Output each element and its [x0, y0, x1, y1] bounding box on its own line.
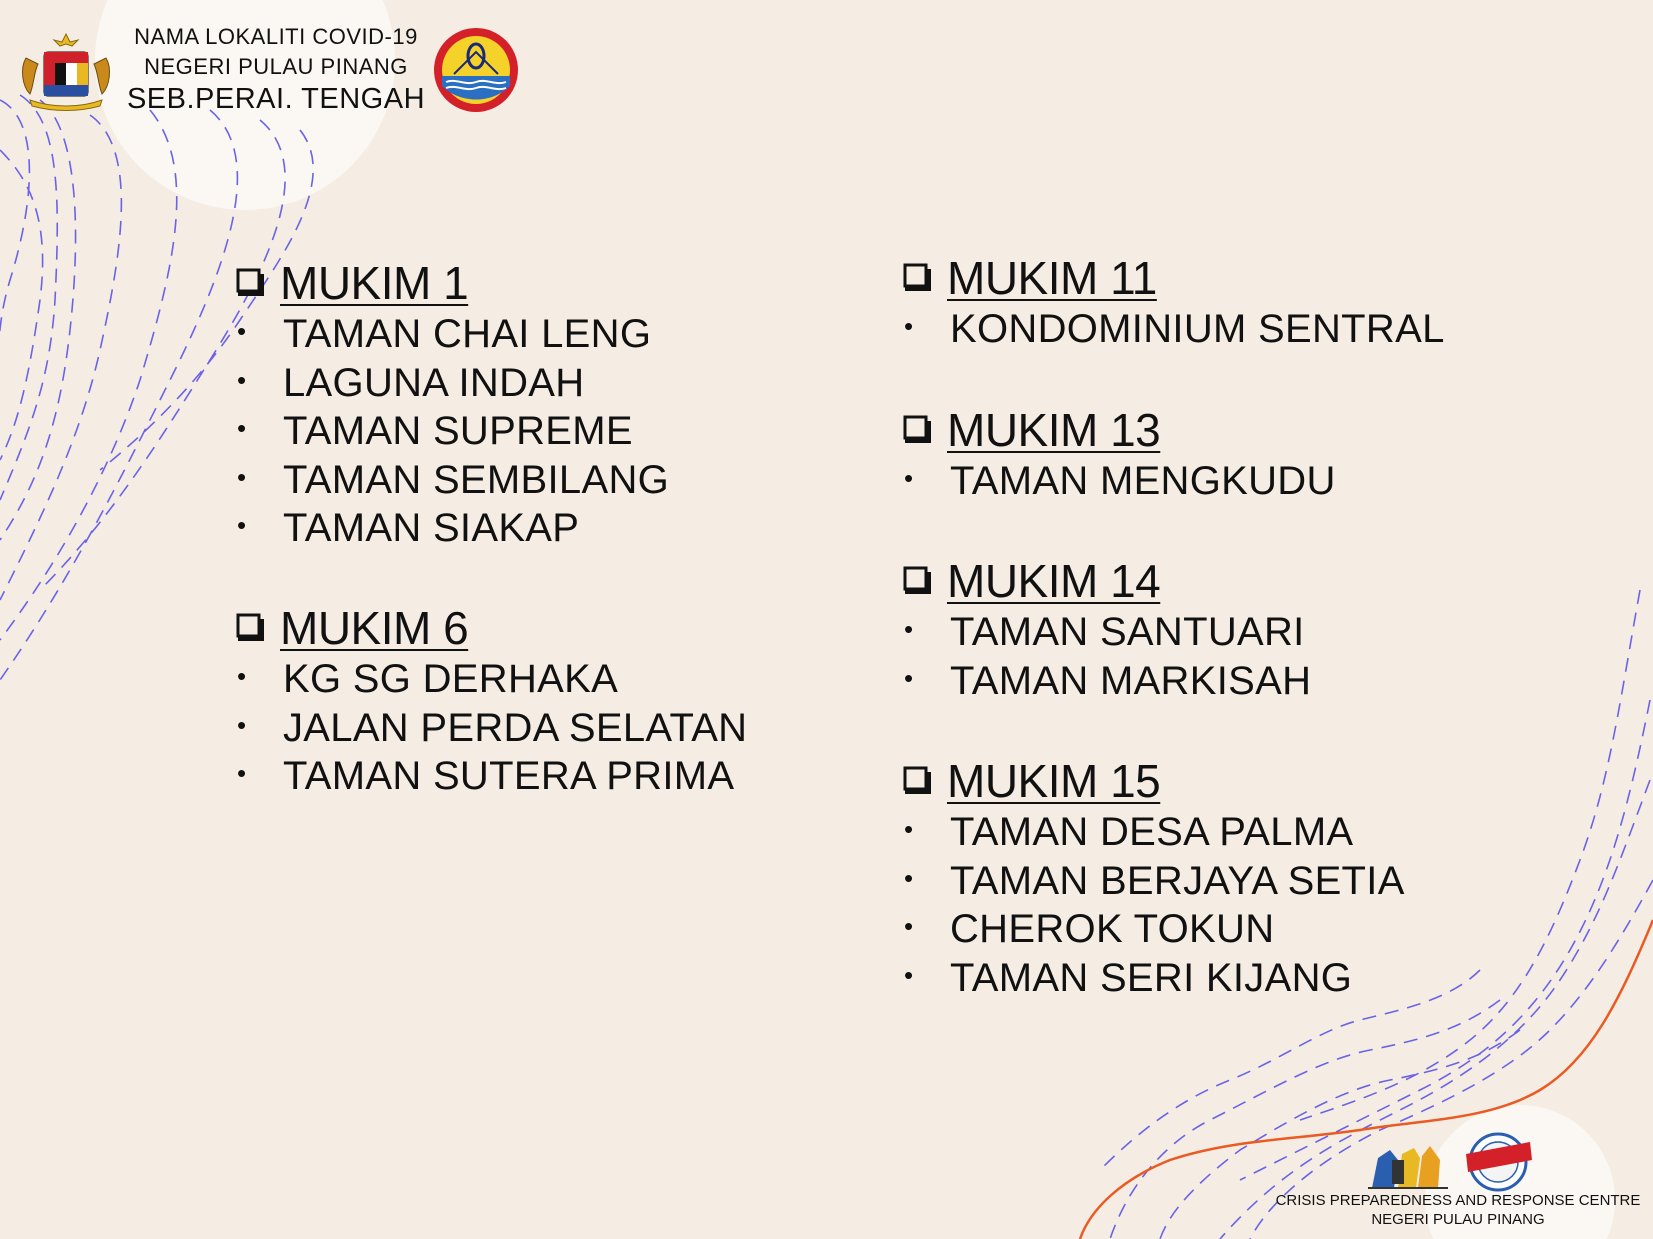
locality-item: • CHEROK TOKUN [904, 907, 1275, 951]
header-line-1: NAMA LOKALITI COVID-19 [134, 24, 418, 49]
mukim-title-text: MUKIM 14 [947, 555, 1161, 607]
footer-organization [1260, 1191, 1653, 1229]
mukim-title-text: MUKIM 13 [947, 404, 1161, 456]
mukim-title [901, 403, 1336, 457]
checkbox-icon [236, 268, 266, 298]
mukim-group-1 [234, 256, 669, 553]
locality-item: • JALAN PERDA SELATAN [237, 705, 748, 750]
footer-line-2: NEGERI PULAU PINANG [1371, 1211, 1545, 1228]
footer-line-1: CRISIS PREPAREDNESS AND RESPONSE CENTRE [1275, 1192, 1641, 1209]
checkbox-icon [903, 415, 933, 445]
locality-list [901, 457, 1336, 506]
header-line-3: SEB.PERAI. TENGAH [126, 83, 426, 115]
locality-list [901, 305, 1445, 354]
mukim-group-15 [901, 754, 1405, 1002]
header-title-block [118, 22, 434, 116]
locality-list [901, 608, 1311, 705]
locality-item: • TAMAN SUTERA PRIMA [237, 754, 735, 798]
locality-item: • TAMAN MENGKUDU [904, 459, 1336, 503]
mukim-title-text: MUKIM 1 [280, 257, 469, 309]
mukim-title [234, 601, 747, 655]
locality-item: • TAMAN SERI KIJANG [904, 955, 1353, 1000]
mukim-title-text: MUKIM 15 [947, 755, 1161, 807]
locality-item: • TAMAN MARKISAH [904, 658, 1312, 703]
majlis-bandaraya-seberang-perai-seal-icon [432, 26, 520, 114]
mukim-group-13 [901, 403, 1336, 506]
mukim-title [901, 251, 1445, 305]
mukim-title [901, 754, 1405, 808]
locality-item: • TAMAN SANTUARI [904, 610, 1305, 654]
locality-item: • KG SG DERHAKA [237, 657, 619, 701]
checkbox-icon [236, 613, 266, 643]
locality-item: • TAMAN SEMBILANG [237, 457, 670, 502]
cprc-logo-icon [1368, 1130, 1536, 1192]
locality-item: • TAMAN DESA PALMA [904, 810, 1354, 854]
mukim-group-11 [901, 251, 1445, 354]
locality-item: • TAMAN CHAI LENG [237, 312, 652, 356]
locality-list [234, 310, 669, 553]
malaysia-coat-of-arms-icon [12, 28, 120, 114]
checkbox-icon [903, 566, 933, 596]
checkbox-icon [903, 263, 933, 293]
mukim-title [901, 554, 1311, 608]
mukim-group-6 [234, 601, 747, 801]
checkbox-icon [903, 766, 933, 796]
locality-item: • TAMAN SUPREME [237, 409, 633, 453]
locality-list [234, 655, 747, 801]
locality-item: • KONDOMINIUM SENTRAL [904, 307, 1445, 351]
mukim-title-text: MUKIM 11 [947, 252, 1157, 304]
mukim-title-text: MUKIM 6 [280, 602, 469, 654]
locality-item: • LAGUNA INDAH [237, 360, 585, 405]
mukim-group-14 [901, 554, 1311, 705]
locality-list [901, 808, 1405, 1002]
locality-item: • TAMAN SIAKAP [237, 506, 580, 550]
locality-item: • TAMAN BERJAYA SETIA [904, 858, 1405, 903]
header-line-2: NEGERI PULAU PINANG [144, 54, 408, 79]
mukim-title [234, 256, 669, 310]
